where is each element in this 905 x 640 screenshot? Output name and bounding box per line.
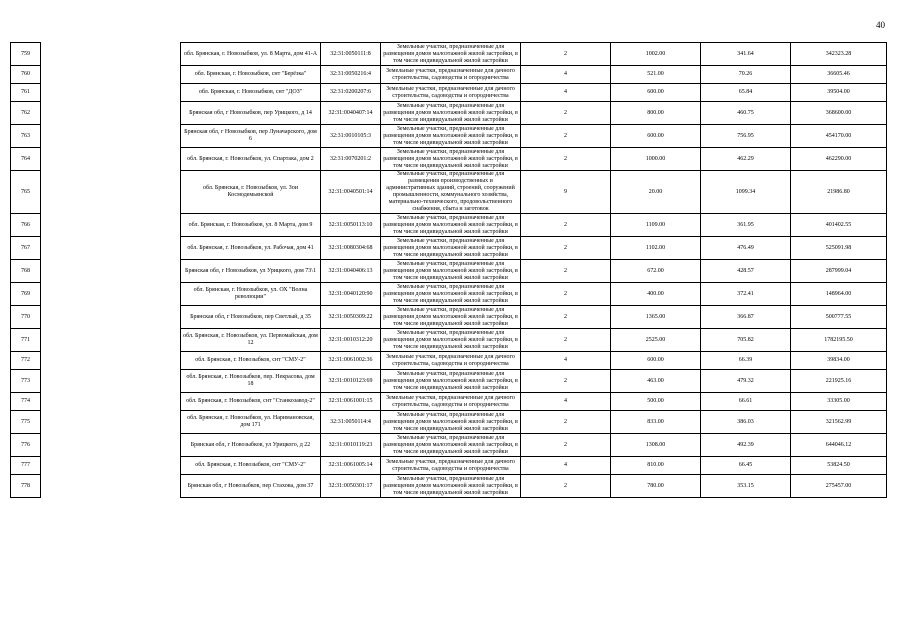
land-use-cell: Земельные участки, предназначенные для размещения домов малоэтажной жилой застройки, в том числе индивидуальной жилой застройки: [381, 148, 521, 171]
table-row: [11, 43, 887, 66]
row-number-cell: 768: [11, 260, 41, 283]
cadastral-value-cell: 148964.00: [791, 283, 887, 306]
area-cell: 672.00: [611, 260, 701, 283]
address-cell: Брянская обл, г Новозыбков, пер Луначарского, дом 6: [181, 125, 321, 148]
cadastral-value-cell: 454170.00: [791, 125, 887, 148]
land-use-cell: Земельные участки, предназначенные для размещения домов малоэтажной жилой застройки, в том числе индивидуальной жилой застройки: [381, 237, 521, 260]
cadastral-number-cell: 32:31:0061005:14: [321, 457, 381, 475]
specific-value-cell: 476.49: [701, 237, 791, 260]
table-row: [11, 283, 887, 306]
area-cell: 400.00: [611, 283, 701, 306]
land-use-cell: Земельные участки, предназначенные для дачного строительства, садоводства и огородничества: [381, 66, 521, 84]
row-number-cell: 774: [11, 393, 41, 411]
address-cell: обл. Брянская, г. Новозыбков, ул. Наримановская, дом 171: [181, 411, 321, 434]
cadastral-value-cell: 39504.00: [791, 84, 887, 102]
table-body: [11, 43, 887, 498]
row-number-cell: 769: [11, 283, 41, 306]
row-number-cell: 759: [11, 43, 41, 66]
table-row: [11, 84, 887, 102]
spacer-cell: [41, 148, 181, 171]
cadastral-value-cell: 36605.46: [791, 66, 887, 84]
table-row: [11, 260, 887, 283]
cadastral-number-cell: 32:31:0200207:6: [321, 84, 381, 102]
area-cell: 1000.00: [611, 148, 701, 171]
spacer-cell: [41, 214, 181, 237]
use-group-cell: 2: [521, 475, 611, 498]
specific-value-cell: 353.15: [701, 475, 791, 498]
cadastral-number-cell: 32:31:0050216:4: [321, 66, 381, 84]
table-row: [11, 352, 887, 370]
spacer-cell: [41, 329, 181, 352]
specific-value-cell: 428.57: [701, 260, 791, 283]
address-cell: Брянская обл, г Новозыбков, пер Стахова, дом 37: [181, 475, 321, 498]
area-cell: 810.00: [611, 457, 701, 475]
cadastral-value-cell: 462290.00: [791, 148, 887, 171]
cadastral-number-cell: 32:31:0080304:68: [321, 237, 381, 260]
spacer-cell: [41, 66, 181, 84]
row-number-cell: 761: [11, 84, 41, 102]
land-use-cell: Земельные участки, предназначенные для размещения домов малоэтажной жилой застройки, в том числе индивидуальной жилой застройки: [381, 370, 521, 393]
use-group-cell: 2: [521, 283, 611, 306]
row-number-cell: 766: [11, 214, 41, 237]
row-number-cell: 777: [11, 457, 41, 475]
land-use-cell: Земельные участки, предназначенные для размещения домов малоэтажной жилой застройки, в том числе индивидуальной жилой застройки: [381, 411, 521, 434]
address-cell: Брянская обл, г Новозыбков, ул Урицкого, дом 73\1: [181, 260, 321, 283]
table-row: [11, 434, 887, 457]
table-row: [11, 329, 887, 352]
address-cell: обл. Брянская, г. Новозыбков, снт "СМУ-2": [181, 457, 321, 475]
use-group-cell: 2: [521, 306, 611, 329]
specific-value-cell: 66.39: [701, 352, 791, 370]
table-row: [11, 370, 887, 393]
spacer-cell: [41, 125, 181, 148]
cadastral-number-cell: 32:31:0010119:23: [321, 434, 381, 457]
address-cell: обл. Брянская, г. Новозыбков, ул. ОХ "Волна революции": [181, 283, 321, 306]
specific-value-cell: 462.29: [701, 148, 791, 171]
specific-value-cell: 361.95: [701, 214, 791, 237]
use-group-cell: 2: [521, 329, 611, 352]
cadastral-number-cell: 32:31:0010312:20: [321, 329, 381, 352]
page-number: 40: [876, 20, 885, 30]
spacer-cell: [41, 260, 181, 283]
land-plots-table: [10, 42, 887, 498]
use-group-cell: 2: [521, 43, 611, 66]
row-number-cell: 763: [11, 125, 41, 148]
use-group-cell: 4: [521, 393, 611, 411]
land-use-cell: Земельные участки, предназначенные для дачного строительства, садоводства и огородничества: [381, 84, 521, 102]
land-use-cell: Земельные участки, предназначенные для размещения домов малоэтажной жилой застройки, в том числе индивидуальной жилой застройки: [381, 102, 521, 125]
cadastral-value-cell: 287999.04: [791, 260, 887, 283]
land-use-cell: Земельные участки, предназначенные для размещения домов малоэтажной жилой застройки, в том числе индивидуальной жилой застройки: [381, 434, 521, 457]
row-number-cell: 760: [11, 66, 41, 84]
table-row: [11, 125, 887, 148]
cadastral-number-cell: 32:31:0070201:2: [321, 148, 381, 171]
use-group-cell: 2: [521, 214, 611, 237]
specific-value-cell: 492.39: [701, 434, 791, 457]
use-group-cell: 9: [521, 171, 611, 214]
specific-value-cell: 341.64: [701, 43, 791, 66]
table-row: [11, 148, 887, 171]
spacer-cell: [41, 306, 181, 329]
area-cell: 2525.00: [611, 329, 701, 352]
address-cell: обл. Брянская, г. Новозыбков, ул. 8 Марта, дом 9: [181, 214, 321, 237]
table-row: [11, 475, 887, 498]
specific-value-cell: 479.32: [701, 370, 791, 393]
address-cell: обл. Брянская, г. Новозыбков, ул. Первомайская, дом 12: [181, 329, 321, 352]
area-cell: 1002.00: [611, 43, 701, 66]
row-number-cell: 772: [11, 352, 41, 370]
use-group-cell: 2: [521, 102, 611, 125]
area-cell: 600.00: [611, 125, 701, 148]
table-row: [11, 306, 887, 329]
spacer-cell: [41, 475, 181, 498]
row-number-cell: 762: [11, 102, 41, 125]
table-row: [11, 214, 887, 237]
cadastral-number-cell: 32:31:0050309:22: [321, 306, 381, 329]
table-row: [11, 457, 887, 475]
land-use-cell: Земельные участки, предназначенные для размещения домов малоэтажной жилой застройки, в том числе индивидуальной жилой застройки: [381, 260, 521, 283]
cadastral-value-cell: 221925.16: [791, 370, 887, 393]
land-use-cell: Земельные участки, предназначенные для размещения домов малоэтажной жилой застройки, в том числе индивидуальной жилой застройки: [381, 214, 521, 237]
use-group-cell: 2: [521, 125, 611, 148]
use-group-cell: 2: [521, 148, 611, 171]
cadastral-value-cell: 401402.55: [791, 214, 887, 237]
spacer-cell: [41, 457, 181, 475]
table-row: [11, 171, 887, 214]
cadastral-value-cell: 525091.98: [791, 237, 887, 260]
address-cell: обл. Брянская, г. Новозыбков, снт "СМУ-2": [181, 352, 321, 370]
spacer-cell: [41, 393, 181, 411]
address-cell: обл. Брянская, г. Новозыбков, снт "Берёзка": [181, 66, 321, 84]
specific-value-cell: 66.61: [701, 393, 791, 411]
spacer-cell: [41, 434, 181, 457]
address-cell: Брянская обл, г Новозыбков, пер Урицкого, д 14: [181, 102, 321, 125]
address-cell: обл. Брянская, г. Новозыбков, ул. Спартака, дом 2: [181, 148, 321, 171]
cadastral-number-cell: 32:31:0040406:13: [321, 260, 381, 283]
cadastral-number-cell: 32:31:0050114:4: [321, 411, 381, 434]
use-group-cell: 4: [521, 84, 611, 102]
specific-value-cell: 65.84: [701, 84, 791, 102]
cadastral-value-cell: 342323.28: [791, 43, 887, 66]
use-group-cell: 2: [521, 237, 611, 260]
address-cell: обл. Брянская, г. Новозыбков, снт "Станкозавод-2": [181, 393, 321, 411]
address-cell: обл. Брянская, г. Новозыбков, пер. Некрасова, дом 18: [181, 370, 321, 393]
land-use-cell: Земельные участки, предназначенные для размещения домов малоэтажной жилой застройки, в том числе индивидуальной жилой застройки: [381, 125, 521, 148]
land-use-cell: Земельные участки, предназначенные для дачного строительства, садоводства и огородничества: [381, 352, 521, 370]
cadastral-value-cell: 368600.00: [791, 102, 887, 125]
specific-value-cell: 366.87: [701, 306, 791, 329]
cadastral-value-cell: 321562.99: [791, 411, 887, 434]
spacer-cell: [41, 283, 181, 306]
cadastral-value-cell: 1782195.50: [791, 329, 887, 352]
cadastral-number-cell: 32:31:0061002:36: [321, 352, 381, 370]
area-cell: 1102.00: [611, 237, 701, 260]
row-number-cell: 765: [11, 171, 41, 214]
cadastral-number-cell: 32:31:0050301:17: [321, 475, 381, 498]
cadastral-number-cell: 32:31:0010105:3: [321, 125, 381, 148]
cadastral-value-cell: 644046.12: [791, 434, 887, 457]
row-number-cell: 764: [11, 148, 41, 171]
spacer-cell: [41, 370, 181, 393]
address-cell: обл. Брянская, г. Новозыбков, ул. Зои Космодемьянской: [181, 171, 321, 214]
address-cell: обл. Брянская, г. Новозыбков, снт "ДОЗ": [181, 84, 321, 102]
specific-value-cell: 386.03: [701, 411, 791, 434]
table-row: [11, 411, 887, 434]
area-cell: 521.00: [611, 66, 701, 84]
area-cell: 20.00: [611, 171, 701, 214]
land-use-cell: Земельные участки, предназначенные для размещения домов малоэтажной жилой застройки, в том числе индивидуальной жилой застройки: [381, 475, 521, 498]
spacer-cell: [41, 352, 181, 370]
cadastral-value-cell: 33305.00: [791, 393, 887, 411]
address-cell: Брянская обл, г Новозыбков, ул Урицкого, д 22: [181, 434, 321, 457]
land-use-cell: Земельные участки, предназначенные для размещения производственных и административных зданий, строений, сооружений промышленности, коммунального хозяйства, материально-технического, продовольственного снабжения, сбыта и заготовок: [381, 171, 521, 214]
area-cell: 1109.00: [611, 214, 701, 237]
cadastral-number-cell: 32:31:0040120:90: [321, 283, 381, 306]
area-cell: 600.00: [611, 352, 701, 370]
row-number-cell: 771: [11, 329, 41, 352]
use-group-cell: 4: [521, 352, 611, 370]
use-group-cell: 2: [521, 260, 611, 283]
spacer-cell: [41, 171, 181, 214]
land-use-cell: Земельные участки, предназначенные для размещения домов малоэтажной жилой застройки, в том числе индивидуальной жилой застройки: [381, 306, 521, 329]
cadastral-value-cell: 39834.00: [791, 352, 887, 370]
area-cell: 600.00: [611, 84, 701, 102]
specific-value-cell: 1099.34: [701, 171, 791, 214]
area-cell: 1365.00: [611, 306, 701, 329]
row-number-cell: 767: [11, 237, 41, 260]
cadastral-number-cell: 32:31:0040407:14: [321, 102, 381, 125]
cadastral-value-cell: 53824.50: [791, 457, 887, 475]
row-number-cell: 775: [11, 411, 41, 434]
use-group-cell: 4: [521, 66, 611, 84]
land-use-cell: Земельные участки, предназначенные для размещения домов малоэтажной жилой застройки, в том числе индивидуальной жилой застройки: [381, 329, 521, 352]
cadastral-value-cell: 500777.55: [791, 306, 887, 329]
specific-value-cell: 460.75: [701, 102, 791, 125]
area-cell: 500.00: [611, 393, 701, 411]
specific-value-cell: 372.41: [701, 283, 791, 306]
specific-value-cell: 70.26: [701, 66, 791, 84]
area-cell: 463.00: [611, 370, 701, 393]
spacer-cell: [41, 43, 181, 66]
land-use-cell: Земельные участки, предназначенные для размещения домов малоэтажной жилой застройки, в том числе индивидуальной жилой застройки: [381, 283, 521, 306]
address-cell: обл. Брянская, г. Новозыбков, ул. Рабочая, дом 41: [181, 237, 321, 260]
row-number-cell: 773: [11, 370, 41, 393]
specific-value-cell: 756.95: [701, 125, 791, 148]
cadastral-number-cell: 32:31:0061001:15: [321, 393, 381, 411]
table-row: [11, 66, 887, 84]
cadastral-value-cell: 275457.00: [791, 475, 887, 498]
use-group-cell: 4: [521, 457, 611, 475]
use-group-cell: 2: [521, 411, 611, 434]
cadastral-number-cell: 32:31:0040501:14: [321, 171, 381, 214]
land-use-cell: Земельные участки, предназначенные для дачного строительства, садоводства и огородничества: [381, 457, 521, 475]
spacer-cell: [41, 102, 181, 125]
area-cell: 1308.00: [611, 434, 701, 457]
row-number-cell: 770: [11, 306, 41, 329]
cadastral-number-cell: 32:31:0050113:10: [321, 214, 381, 237]
use-group-cell: 2: [521, 370, 611, 393]
row-number-cell: 776: [11, 434, 41, 457]
spacer-cell: [41, 84, 181, 102]
address-cell: обл. Брянская, г. Новозыбков, ул. 8 Марта, дом 41-А: [181, 43, 321, 66]
spacer-cell: [41, 411, 181, 434]
row-number-cell: 778: [11, 475, 41, 498]
cadastral-number-cell: 32:31:0050111:8: [321, 43, 381, 66]
table-row: [11, 237, 887, 260]
specific-value-cell: 66.45: [701, 457, 791, 475]
use-group-cell: 2: [521, 434, 611, 457]
address-cell: Брянская обл, г Новозыбков, пер Светлый, д 35: [181, 306, 321, 329]
land-use-cell: Земельные участки, предназначенные для дачного строительства, садоводства и огородничества: [381, 393, 521, 411]
cadastral-value-cell: 21986.80: [791, 171, 887, 214]
table-row: [11, 102, 887, 125]
spacer-cell: [41, 237, 181, 260]
area-cell: 833.00: [611, 411, 701, 434]
land-use-cell: Земельные участки, предназначенные для размещения домов малоэтажной жилой застройки, в том числе индивидуальной жилой застройки: [381, 43, 521, 66]
table-row: [11, 393, 887, 411]
area-cell: 800.00: [611, 102, 701, 125]
specific-value-cell: 705.82: [701, 329, 791, 352]
area-cell: 780.00: [611, 475, 701, 498]
cadastral-number-cell: 32:31:0010123:69: [321, 370, 381, 393]
